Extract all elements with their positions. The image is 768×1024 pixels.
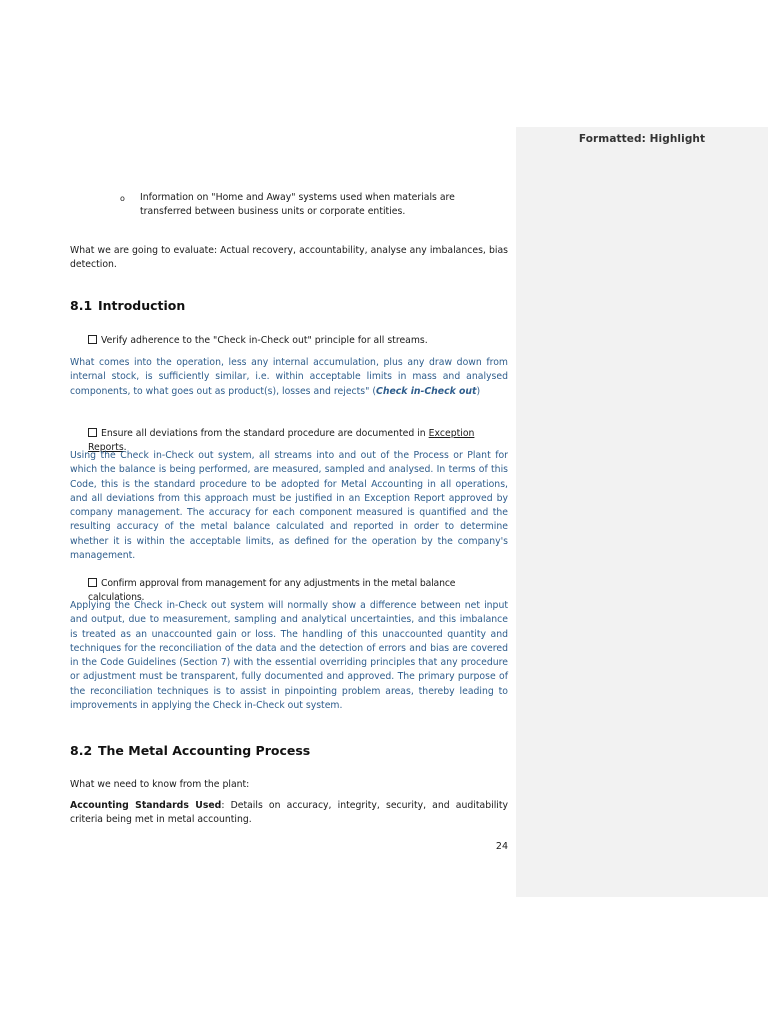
paragraph-1-text: What comes into the operation, less any internal accumulation, plus any draw down from internal stock, is sufficiently similar, i.e. within acceptable limits in mass and analysed components, to what goes out as product(s), losses and rejects" (: [70, 357, 508, 397]
section-title: The Metal Accounting Process: [98, 743, 311, 758]
comment-pane-title: Formatted: Highlight: [578, 133, 706, 145]
checklist-item-text: Confirm approval from management for any adjustments in the metal balance calculations.: [88, 578, 456, 603]
exception-reports-link[interactable]: Exception Reports: [88, 428, 475, 453]
paragraph-2-block: [70, 449, 508, 563]
section-number: 8.2: [70, 743, 93, 758]
checkbox-icon[interactable]: [88, 578, 97, 587]
accounting-standards-text: : Details on accuracy, integrity, security, and auditability criteria being met in metal accounting.: [70, 800, 509, 826]
paragraph-1: [70, 356, 508, 399]
paragraph-1-block: [70, 356, 508, 399]
checklist-item-text: Verify adherence to the "Check in-Check out" principle for all streams.: [101, 335, 428, 346]
accounting-standards-label: Accounting Standards Used: [70, 800, 222, 811]
evaluate-paragraph: What we are going to evaluate: Actual recovery, accountability, analyse any imbalances, bias detection.: [70, 245, 508, 271]
section-8-2-heading: [70, 743, 508, 758]
section-number: 8.1: [70, 298, 93, 313]
paragraph-1-emphasis: Check in-Check out: [376, 385, 477, 397]
evaluate-paragraph-block: [70, 244, 508, 273]
accounting-standards-paragraph: [70, 799, 508, 828]
paragraph-2: Using the Check in-Check out system, all streams into and out of the Process or Plant for which the balance is being performed, are measured, sampled and analysed. In terms of this Code, this is the standard procedure to be adopted for Metal Accounting in all operations, and all deviations from this approach must be justified in an Exception Report approved by company management. The accuracy for each component measured is quantified and the resulting accuracy of the metal balance calculated and reported in order to determine whether it is within the acceptable limits, as defined for the operation by the company's management.: [70, 450, 508, 562]
section-8-2-intro-block: [70, 778, 508, 792]
hollow-bullet-icon: o: [120, 194, 125, 203]
page-number: 24: [495, 841, 508, 852]
section-8-2-intro: What we need to know from the plant:: [70, 779, 250, 790]
section-8-1-heading-block: [70, 298, 508, 313]
paragraph-3: Applying the Check in-Check out system will normally show a difference between net input and output, due to measurement, sampling and analytical uncertainties, and this imbalance is treated as an unaccounted gain or loss. The handling of this unaccounted quantity and techniques for the reconciliation of the data and the detection of errors and bias are covered in the Code Guidelines (Section 7) with the essential overriding principles that any procedure or adjustment must be transparent, fully documented and approved. The primary purpose of the reconciliation techniques is to assist in pinpointing problem areas, thereby leading to improvements in applying the Check in-Check out system.: [70, 600, 508, 712]
checklist-item-text: Ensure all deviations from the standard procedure are documented in: [101, 428, 429, 439]
comment-pane: [516, 127, 768, 897]
bullet-text: Information on "Home and Away" systems used when materials are transferred between business units or corporate entities.: [140, 192, 455, 218]
section-8-2-heading-block: [70, 743, 508, 758]
paragraph-3-block: [70, 599, 508, 713]
accounting-standards-block: [70, 799, 508, 828]
paragraph-1-end: ): [476, 385, 481, 397]
checklist-item-1: [88, 334, 508, 348]
section-8-1-heading: [70, 298, 508, 313]
checklist-item-suffix: .: [123, 442, 127, 453]
checkbox-icon[interactable]: [88, 335, 97, 344]
checkbox-icon[interactable]: [88, 428, 97, 437]
section-title: Introduction: [98, 298, 186, 313]
